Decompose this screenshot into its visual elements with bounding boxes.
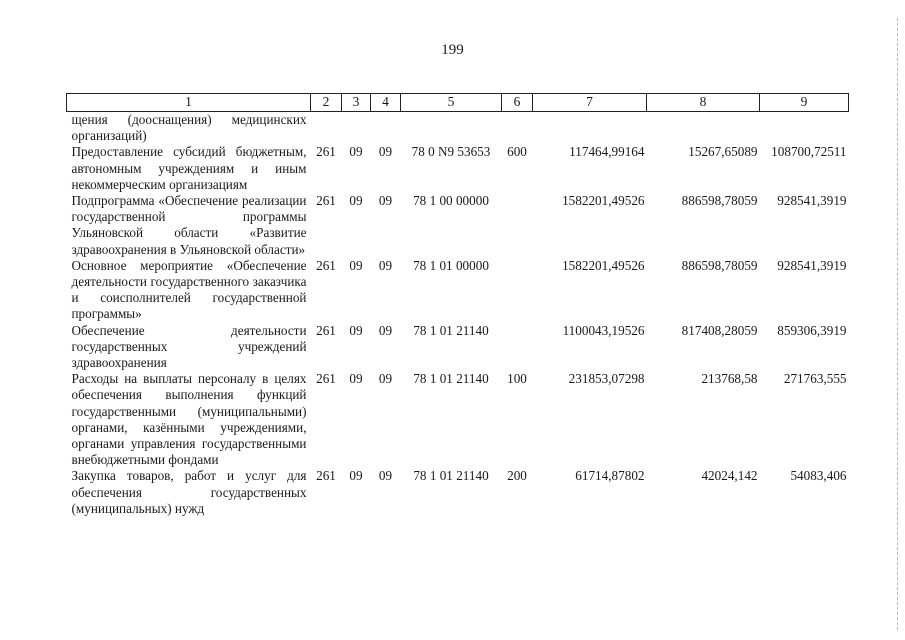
header-col-4: 4 xyxy=(371,94,401,112)
row-admin-code: 261 xyxy=(316,371,336,387)
row-expense-type: 100 xyxy=(507,371,527,387)
header-row xyxy=(67,94,849,112)
row-name: Расходы на выплаты персоналу в целях обеспечения выполнения функций государственными (муниципальными) органами, казёнными учреждениями, органами управления государственными внебюджетными фондами xyxy=(71,371,307,468)
row-amount-2: 42024,142 xyxy=(701,468,758,484)
row-admin-code xyxy=(311,112,342,145)
row-amount-3: 108700,72511 xyxy=(771,144,847,160)
table-row xyxy=(67,112,849,145)
row-expense-type: 200 xyxy=(507,468,527,484)
row-section: 09 xyxy=(349,371,363,387)
row-section: 09 xyxy=(349,144,363,160)
row-section: 09 xyxy=(349,322,363,338)
row-section: 09 xyxy=(349,193,363,209)
row-amount-3: 928541,3919 xyxy=(777,193,847,209)
row-name: Основное мероприятие «Обеспечение деятельности государственного заказчика и соисполнителей государственной программы» xyxy=(71,257,307,322)
header-col-2: 2 xyxy=(311,94,342,112)
table-row xyxy=(67,258,849,323)
budget-table xyxy=(66,93,849,517)
row-subsection: 09 xyxy=(378,468,393,484)
row-amount-2: 886598,78059 xyxy=(681,257,758,273)
row-name: щения (дооснащения) медицинских организаций) xyxy=(71,112,307,144)
row-amount-1: 1582201,49526 xyxy=(562,193,645,209)
row-expense-type xyxy=(502,323,533,372)
row-amount-2: 886598,78059 xyxy=(681,193,758,209)
row-name: Обеспечение деятельности государственных учреждений здравоохранения xyxy=(71,322,307,371)
row-name: Предоставление субсидий бюджетным, автономным учреждениям и иным некоммерческим организациям xyxy=(71,144,307,192)
row-expense-type xyxy=(502,193,533,258)
header-col-8: 8 xyxy=(647,94,760,112)
row-subsection: 09 xyxy=(378,257,393,273)
row-admin-code: 261 xyxy=(316,144,336,160)
table-row xyxy=(67,193,849,258)
header-col-3: 3 xyxy=(342,94,371,112)
row-section xyxy=(342,112,371,145)
header-col-1: 1 xyxy=(67,94,311,112)
row-target-article xyxy=(401,112,502,145)
row-amount-3: 859306,3919 xyxy=(777,322,847,338)
row-target-article: 78 0 N9 53653 xyxy=(411,144,491,160)
row-amount-1: 61714,87802 xyxy=(575,468,645,484)
row-amount-1 xyxy=(533,112,647,145)
row-amount-1: 1100043,19526 xyxy=(562,322,645,338)
header-col-9: 9 xyxy=(760,94,849,112)
row-expense-type xyxy=(502,258,533,323)
table-row xyxy=(67,323,849,372)
row-target-article: 78 1 01 21140 xyxy=(413,468,489,484)
row-expense-type: 600 xyxy=(507,144,527,160)
row-subsection: 09 xyxy=(378,322,393,338)
row-amount-2: 15267,65089 xyxy=(688,144,758,160)
row-admin-code: 261 xyxy=(316,322,336,338)
row-name: Закупка товаров, работ и услуг для обеспечения государственных (муниципальных) нужд xyxy=(71,468,307,516)
row-amount-1: 231853,07298 xyxy=(568,371,645,387)
row-target-article: 78 1 01 21140 xyxy=(413,371,489,387)
row-amount-2 xyxy=(647,112,760,145)
row-admin-code: 261 xyxy=(316,257,336,273)
table-row xyxy=(67,468,849,517)
row-amount-3: 271763,555 xyxy=(783,371,847,387)
row-admin-code: 261 xyxy=(316,468,336,484)
row-admin-code: 261 xyxy=(316,193,336,209)
table-row xyxy=(67,371,849,468)
row-amount-1: 1582201,49526 xyxy=(562,257,645,273)
row-amount-1: 117464,99164 xyxy=(569,144,645,160)
row-subsection: 09 xyxy=(378,193,393,209)
row-amount-2: 213768,58 xyxy=(701,371,758,387)
row-target-article: 78 1 00 00000 xyxy=(413,193,489,209)
table-row xyxy=(67,144,849,193)
page-edge-divider xyxy=(897,18,898,630)
row-section: 09 xyxy=(349,257,363,273)
row-amount-3: 928541,3919 xyxy=(777,257,847,273)
row-amount-2: 817408,28059 xyxy=(681,322,758,338)
row-name: Подпрограмма «Обеспечение реализации государственной программы Ульяновской области «Развитие здравоохранения в Ульяновской области» xyxy=(71,193,307,257)
page-number: 199 xyxy=(441,42,464,58)
row-expense-type xyxy=(502,112,533,145)
row-amount-3: 54083,406 xyxy=(790,468,847,484)
header-col-5: 5 xyxy=(401,94,502,112)
row-subsection xyxy=(371,112,401,145)
row-section: 09 xyxy=(349,468,363,484)
row-subsection: 09 xyxy=(378,371,393,387)
row-target-article: 78 1 01 00000 xyxy=(413,257,489,273)
row-target-article: 78 1 01 21140 xyxy=(413,322,489,338)
header-col-7: 7 xyxy=(533,94,647,112)
header-col-6: 6 xyxy=(502,94,533,112)
row-subsection: 09 xyxy=(378,144,393,160)
row-amount-3 xyxy=(760,112,849,145)
